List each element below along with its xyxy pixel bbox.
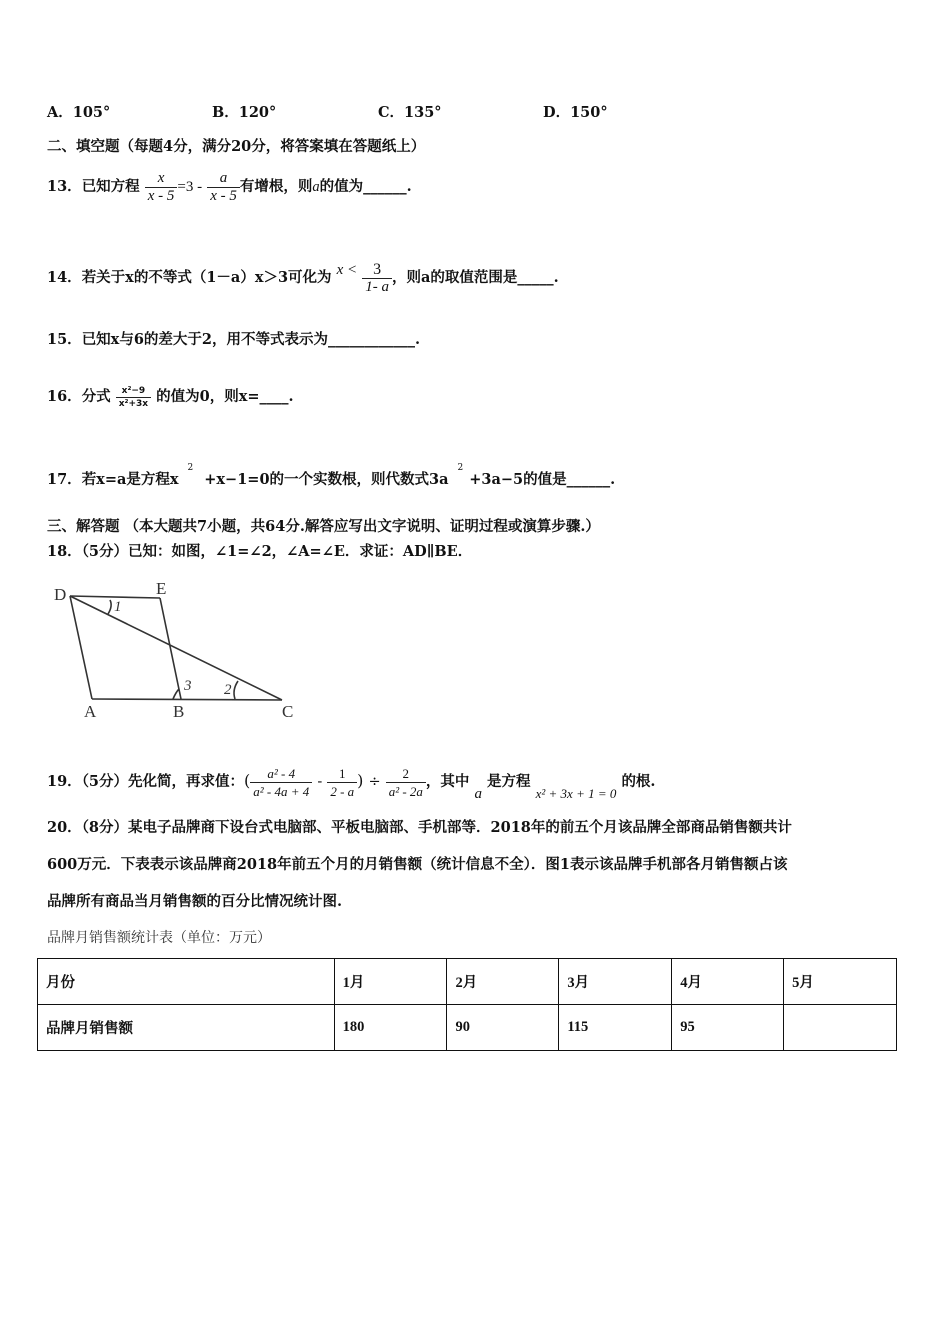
q14-lhs: x < [336, 262, 358, 278]
q19-mid: ，其中 [425, 773, 470, 790]
q14-number: 14． [47, 269, 82, 286]
q13-tail: 的值为______. [319, 178, 412, 195]
q17-post: +3a−5的值是______. [469, 471, 616, 488]
q16-post: 的值为0，则x=____. [156, 388, 294, 405]
q15-text: 已知x与6的差大于2，用不等式表示为____________. [81, 331, 421, 348]
q19-number: 19． [47, 773, 82, 790]
q17-pre: 若x=a是方程x [81, 471, 179, 488]
q16-f-den: x²+3x [116, 397, 151, 410]
label-d: D [54, 585, 67, 604]
q17-number: 17． [47, 471, 82, 488]
angle-2-arc [234, 681, 238, 699]
table-row [38, 1005, 897, 1051]
q19-f3-num: 2 [402, 765, 410, 781]
q13-post: 有增根，则 [239, 178, 313, 195]
q15-number: 15． [47, 331, 82, 348]
question-20-line-2: 600万元．下表表示该品牌商2018年前五个月的月销售额（统计信息不全）．图1表示该品牌手机部各月销售额占该 [47, 856, 788, 873]
q13-pre: 已知方程 [81, 178, 140, 195]
sales-table [37, 958, 897, 1051]
q17-mid: +x−1=0的一个实数根，则代数式3a [204, 471, 449, 488]
q14-f-den: 1- a [362, 278, 392, 296]
q16-fraction [116, 385, 151, 410]
choice-c: C．135° [378, 104, 442, 121]
question-19 [47, 756, 656, 807]
segment-dc [70, 596, 282, 700]
q13-f1-den: x - 5 [145, 187, 178, 205]
q19-close-paren: ) [357, 771, 364, 790]
choice-b: B．120° [212, 104, 277, 121]
q19-mid2: 是方程 [487, 773, 531, 790]
label-b: B [173, 702, 185, 721]
q18-number: 18． [47, 543, 82, 560]
table-cell: 品牌月销售额 [38, 1005, 335, 1051]
section3-title: 三、解答题 （本大题共7小题，共64分.解答应写出文字说明、证明过程或演算步骤.） [47, 518, 600, 535]
q19-f1-den: a² - 4a + 4 [250, 782, 312, 800]
q16-f-num: x²−9 [121, 385, 146, 396]
question-15 [47, 331, 420, 349]
q19-f2-den: 2 - a [327, 782, 357, 800]
q13-f2-den: x - 5 [207, 187, 240, 205]
angle-1-arc [108, 600, 111, 614]
q17-sup-2: 2 [457, 463, 464, 473]
question-20-line-3: 品牌所有商品当月销售额的百分比情况统计图. [47, 893, 343, 910]
q20-number: 20． [47, 819, 82, 836]
table-cell: 115 [559, 1005, 672, 1051]
table-header-cell: 4月 [672, 959, 784, 1005]
label-angle-2: 2 [224, 682, 232, 698]
question-13 [47, 162, 412, 212]
q18-figure [50, 578, 310, 723]
question-20-line-1 [47, 819, 792, 837]
q19-fraction-3 [386, 765, 426, 800]
q13-var: a [312, 179, 320, 195]
q13-fraction-2 [207, 170, 240, 205]
question-14 [47, 245, 559, 303]
q20-line1: （8分）某电子品牌商下设台式电脑部、平板电脑部、手机部等．2018年的前五个月该品牌全部商品销售额共计 [81, 819, 792, 836]
question-18 [47, 543, 472, 561]
q19-f2-num: 1 [338, 765, 346, 781]
section2-title: 二、填空题（每题4分，满分20分，将答案填在答题纸上） [47, 138, 426, 155]
table-cell: 90 [447, 1005, 559, 1051]
q14-pre: 若关于x的不等式（1－a）x＞3可化为 [81, 269, 332, 286]
q19-pre: （5分）先化简，再求值： [81, 773, 245, 790]
q13-number: 13． [47, 178, 82, 195]
q13-f2-num: a [219, 169, 228, 186]
q13-fraction-1 [145, 170, 178, 205]
q18-text: （5分）已知：如图，∠1=∠2，∠A=∠E．求证：AD∥BE． [81, 543, 473, 560]
label-e: E [156, 579, 167, 598]
q19-open-paren: ( [244, 771, 251, 790]
q17-sup-1: 2 [187, 463, 194, 473]
q19-var: a [474, 786, 482, 802]
q19-minus: - [317, 774, 323, 790]
q19-f3-den: a² - 2a [386, 782, 426, 800]
q19-f1-num: a² - 4 [267, 765, 296, 781]
choice-a: A．105° [47, 104, 111, 121]
label-angle-1: 1 [114, 599, 122, 615]
q19-fraction-1 [250, 765, 312, 800]
q19-divide: ÷ [368, 774, 381, 790]
q13-f1-num: x [157, 169, 165, 186]
table-header-cell: 3月 [559, 959, 672, 1005]
segment-de [70, 596, 160, 598]
q14-f-num: 3 [373, 260, 382, 278]
label-c: C [282, 702, 294, 721]
table-header-row [38, 959, 897, 1005]
label-angle-3: 3 [184, 678, 192, 694]
q14-fraction [362, 261, 392, 296]
q16-number: 16． [47, 388, 82, 405]
table-header-cell: 月份 [38, 959, 335, 1005]
q14-post: ，则a的取值范围是_____. [391, 269, 559, 286]
table-cell: 180 [334, 1005, 447, 1051]
table-header-cell: 5月 [784, 959, 897, 1005]
segment-ac [92, 699, 282, 700]
q13-mid: =3 - [177, 179, 203, 195]
question-17 [47, 463, 616, 491]
label-a: A [84, 702, 97, 721]
table-cell [784, 1005, 897, 1051]
q19-fraction-2 [327, 765, 357, 800]
q19-equation: x² + 3x + 1 = 0 [535, 786, 617, 801]
table-cell: 95 [672, 1005, 784, 1051]
question-16 [47, 369, 294, 425]
table-caption: 品牌月销售额统计表（单位：万元） [47, 930, 271, 946]
choice-d: D．150° [543, 104, 608, 121]
segment-da [70, 596, 92, 699]
q19-post: 的根. [621, 773, 656, 790]
table-header-cell: 2月 [447, 959, 559, 1005]
table-header-cell: 1月 [334, 959, 447, 1005]
angle-3-arc [173, 689, 179, 699]
q16-pre: 分式 [81, 388, 111, 405]
